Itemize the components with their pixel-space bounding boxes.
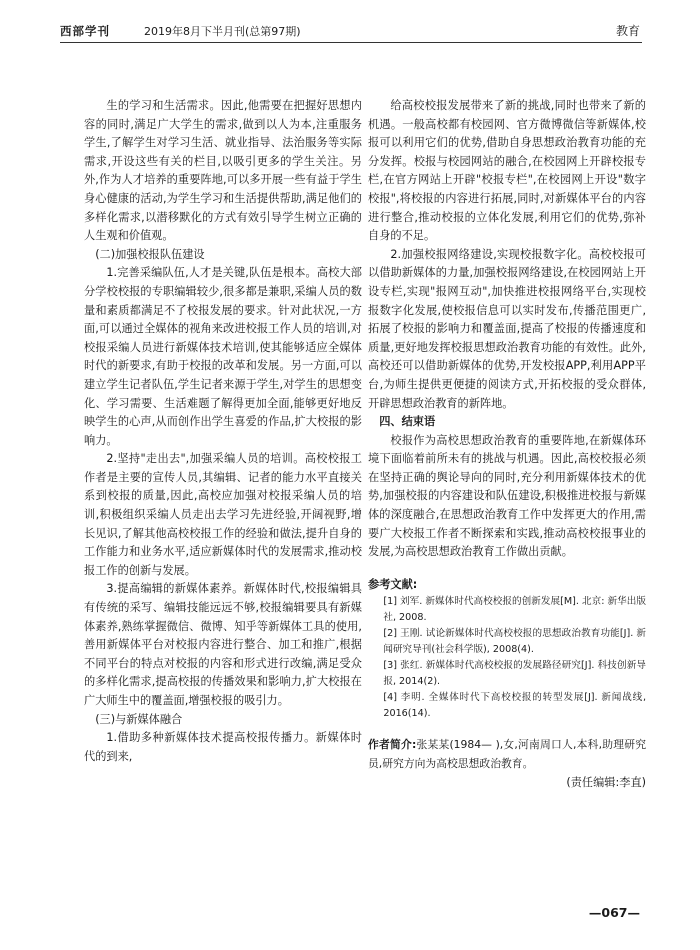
section-label: 教育 [615,24,640,38]
left-column [84,97,362,766]
paragraph: 3.提高编辑的新媒体素养。新媒体时代,校报编辑具有传统的采写、编辑技能远远不够,校报编辑要具有新媒体素养,熟练掌握微信、微博、知乎等新媒体工具的使用,善用新媒体平台对校报内容进行整合、加工和推广,根据不同平台的特点对校报的内容和形式进行改编,满足受众的多样化需求,提高校报的传播效果和影响力,扩大校报在广大师生中的覆盖面,增强校报的吸引力。 [84,582,362,707]
page-header [60,20,642,43]
editor-credit: (责任编辑:李直) [566,775,646,789]
page-number: —067— [588,905,640,920]
section-heading: 四、结束语 [379,415,436,429]
journal-name: 西部学刊 [60,24,110,38]
reference-item: [4] 李明. 全媒体时代下高校校报的转型发展[J]. 新闻战线, 2016(14). [383,692,646,720]
paragraph: 1.借助多种新媒体技术提高校报传播力。新媒体时代的到来, [84,731,362,763]
paragraph: 生的学习和生活需求。因此,他需要在把握好思想内容的同时,满足广大学生的需求,做到以人为本,注重服务学生,了解学生对学习生活、就业指导、法治服务等实际需求,开设这些有关的栏目,以吸引更多的学生关注。另外,作为人才培养的重要阵地,可以多开展一些有益于学生身心健康的活动,为学生学习和生活提供帮助,满足他们的多样化需求,以潜移默化的方式有效引导学生树立正确的人生观和价值观。 [84,99,362,243]
reference-item: [1] 刘军. 新媒体时代高校校报的创新发展[M]. 北京: 新华出版社, 2008. [383,596,646,624]
right-column [368,97,646,792]
author-note [368,736,646,773]
author-note-label: 作者简介: [368,738,417,752]
section-heading: (二)加强校报队伍建设 [95,247,205,261]
paragraph: 给高校校报发展带来了新的挑战,同时也带来了新的机遇。一般高校都有校园网、官方微博微信等新媒体,校报可以利用它们的优势,借助自身思想政治教育功能的充分发挥。校报与校园网站的融合,在校园网上开辟校报专栏,在官方网站上开辟"校报专栏",在校园网上开设"数字校报",将校报的内容进行拓展,同时,对新媒体平台的内容进行整合,推动校报的立体化发展,利用它们的优势,弥补自身的不足。 [368,99,646,243]
reference-item: [2] 王刚. 试论新媒体时代高校校报的思想政治教育功能[J]. 新闻研究导刊(社会科学版), 2008(4). [383,628,646,656]
section-heading: (三)与新媒体融合 [95,712,183,726]
reference-item: [3] 张红. 新媒体时代高校校报的发展路径研究[J]. 科技创新导报, 2014(2). [383,660,646,688]
references-title: 参考文献: [368,577,418,591]
paragraph: 1.完善采编队伍,人才是关键,队伍是根本。高校大部分学校校报的专职编辑较少,很多都是兼职,采编人员的数量和素质都满足不了校报发展的要求。针对此状况,一方面,可以通过全媒体的视角来改进校报工作人员的培训,对校报采编人员进行新媒体技术培训,使其能够适应全媒体时代的新要求,有助于校报的改革和发展。另一方面,可以建立学生记者队伍,学生记者来源于学生,对学生的思想变化、学习需要、生活难题了解得更加全面,能够更好地反映学生的心声,从而创作出学生喜爱的作品,扩大校报的影响力。 [84,266,362,447]
issue-info: 2019年8月下半月刊(总第97期) [144,25,301,38]
author-note-text: 张某某(1984— ),女,河南周口人,本科,助理研究员,研究方向为高校思想政治教育。 [368,738,647,771]
paragraph: 2.坚持"走出去",加强采编人员的培训。高校校报工作者是主要的宣传人员,其编辑、记者的能力水平直接关系到校报的质量,因此,高校应加强对校报采编人员的培训,积极组织采编人员走出去学习先进经验,开阔视野,增长见识,了解其他高校校报工作的经验和做法,提升自身的工作能力和业务水平,适应新媒体时代的发展需求,推动校报工作的创新与发展。 [84,452,362,577]
paragraph: 校报作为高校思想政治教育的重要阵地,在新媒体环境下面临着前所未有的挑战与机遇。因此,高校校报必须在坚持正确的舆论导向的同时,充分利用新媒体技术的优势,加强校报的内容建设和队伍建设,积极推进校报与新媒体的深度融合,在思想政治教育工作中发挥更大的作用,需要广大校报工作者不断探索和实践,推动高校校报事业的发展,为高校思想政治教育工作做出贡献。 [368,433,646,559]
paragraph: 2.加强校报网络建设,实现校报数字化。高校校报可以借助新媒体的力量,加强校报网络建设,在校园网站上开设专栏,实现"报网互动",加快推进校报网络平台,实现校报数字化发展,使校报信息可以实时发布,传播范围更广,拓展了校报的影响力和覆盖面,提高了校报的传播速度和质量,更好地发挥校报思想政治教育功能的有效性。此外,高校还可以借助新媒体的优势,开发校报APP,利用APP平台,为师生提供更便捷的阅读方式,开拓校报的受众群体,开辟思想政治教育的新阵地。 [368,247,646,410]
